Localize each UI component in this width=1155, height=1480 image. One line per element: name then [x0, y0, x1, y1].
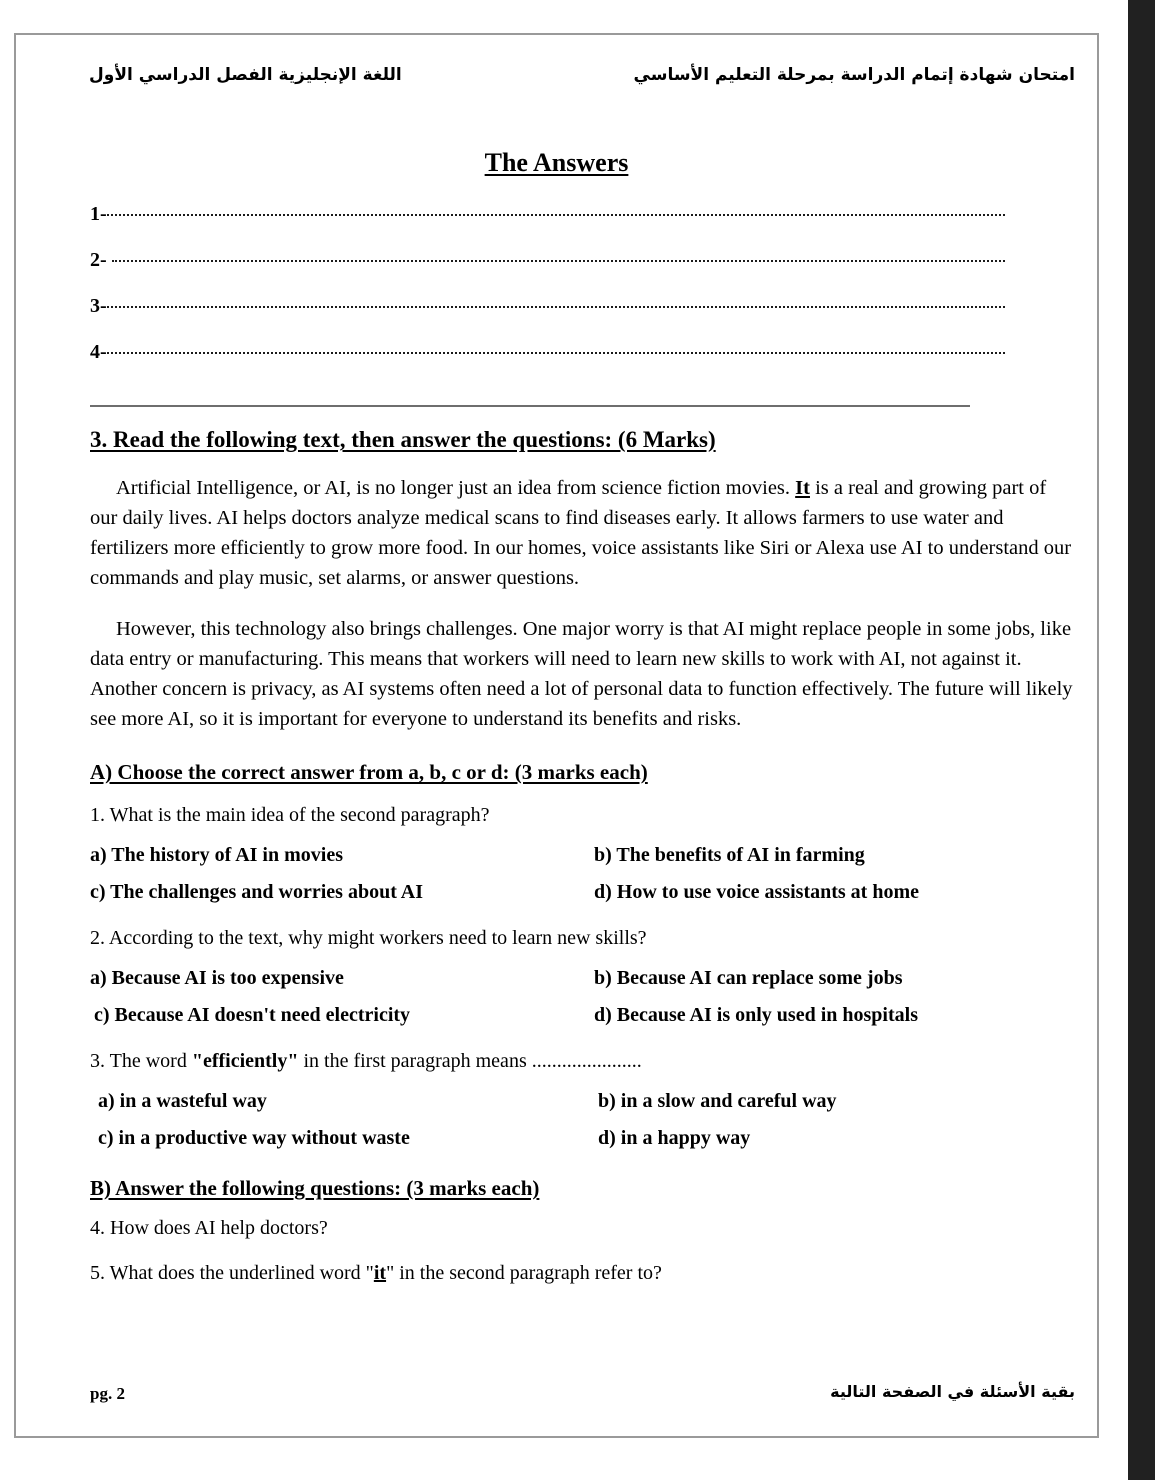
reading-paragraph-2: However, this technology also brings challenges. One major worry is that AI might replace people in some jobs, like data entry or manufacturing. This means that workers will need to learn new skills to work with AI, not against it. Another concern is privacy, as AI systems often need a lot of personal data to function effectively. The future will likely see more AI, so it is important for everyone to understand its benefits and risks. [90, 617, 1073, 730]
question-2-option-b[interactable]: b) Because AI can replace some jobs [594, 967, 903, 989]
question-5-underlined-word: it [373, 1262, 387, 1284]
question-3-option-d[interactable]: d) in a happy way [598, 1127, 751, 1149]
question-2-options-row-1 [90, 967, 1078, 990]
answer-line-dotted-fill[interactable] [107, 305, 1005, 308]
paragraph-1-text-before: Artificial Intelligence, or AI, is no longer just an idea from science fiction movies. [116, 477, 796, 499]
page-footer [16, 1384, 1097, 1412]
question-3-option-c[interactable]: c) in a productive way without waste [98, 1127, 410, 1149]
exam-page-sheet [14, 33, 1099, 1438]
question-3-emphasized-word: "efficiently" [191, 1050, 299, 1072]
viewport-right-strip [1128, 0, 1155, 1480]
question-5-stem-before: 5. What does the underlined word " [90, 1262, 374, 1284]
question-2-options-row-2 [90, 1004, 1078, 1027]
paragraph-1-underlined-word: It [795, 477, 810, 499]
question-5-stem-after: " in the second paragraph refer to? [386, 1262, 662, 1284]
page-title: The Answers [484, 148, 629, 177]
page-header [16, 60, 1097, 100]
section-3-heading: 3. Read the following text, then answer the questions: (6 Marks) [90, 427, 716, 452]
answer-line-row [90, 249, 1005, 295]
question-3-options-row-2 [90, 1127, 1078, 1150]
part-b-heading: B) Answer the following questions: (3 marks each) [90, 1176, 540, 1200]
question-1-option-b[interactable]: b) The benefits of AI in farming [594, 844, 865, 866]
question-2-option-d[interactable]: d) Because AI is only used in hospitals [594, 1004, 918, 1026]
answer-line-number: 2- [90, 249, 112, 271]
answer-line-number: 4- [90, 341, 107, 363]
header-exam-title-arabic: امتحان شهادة إتمام الدراسة بمرحلة التعليم الأساسي [633, 65, 1075, 85]
section-divider [90, 405, 970, 407]
question-2-option-c[interactable]: c) Because AI doesn't need electricity [94, 1004, 411, 1026]
question-5-stem [90, 1262, 1078, 1285]
answer-line-dotted-fill[interactable] [107, 213, 1005, 216]
question-3-stem [90, 1047, 1078, 1075]
question-3-stem-after: in the first paragraph means ...................... [298, 1050, 642, 1072]
answer-line-row [90, 295, 1005, 341]
question-1-option-d[interactable]: d) How to use voice assistants at home [594, 881, 919, 903]
answer-line-number: 1- [90, 203, 107, 225]
question-1-options-row-1 [90, 844, 1078, 867]
paragraph-1-text-after: is a real and growing part of our daily lives. AI helps doctors analyze medical scans to find diseases early. It allows farmers to use water and fertilizers more efficiently to grow more food. In our homes, voice assistants like Siri or Alexa use AI to understand our commands and play music, set alarms, or answer questions. [90, 477, 1072, 590]
answer-line-dotted-fill[interactable] [112, 259, 1005, 262]
question-1-options-row-2 [90, 881, 1078, 904]
question-3-stem-before: 3. The word [90, 1050, 192, 1072]
question-4-stem: 4. How does AI help doctors? [90, 1217, 328, 1239]
answer-line-row [90, 203, 1005, 249]
footer-note-arabic: بقية الأسئلة في الصفحة التالية [830, 1382, 1075, 1401]
exam-content [90, 427, 1078, 1307]
question-3-option-a[interactable]: a) in a wasteful way [98, 1090, 267, 1112]
question-1-option-c[interactable]: c) The challenges and worries about AI [90, 881, 423, 903]
question-2-stem: 2. According to the text, why might workers need to learn new skills? [90, 927, 647, 949]
question-3-option-b[interactable]: b) in a slow and careful way [598, 1090, 837, 1112]
page-number-label: pg. 2 [90, 1384, 125, 1403]
header-subject-arabic: اللغة الإنجليزية الفصل الدراسي الأول [89, 65, 402, 85]
question-1-stem: 1. What is the main idea of the second paragraph? [90, 804, 490, 826]
answer-line-number: 3- [90, 295, 107, 317]
answer-line-row [90, 341, 1005, 387]
reading-paragraph-1 [90, 473, 1078, 594]
question-1-option-a[interactable]: a) The history of AI in movies [90, 844, 343, 866]
part-a-heading: A) Choose the correct answer from a, b, c or d: (3 marks each) [90, 760, 648, 784]
answer-lines-group [90, 203, 1005, 387]
answer-line-dotted-fill[interactable] [107, 351, 1005, 354]
question-3-options-row-1 [90, 1090, 1078, 1113]
question-2-option-a[interactable]: a) Because AI is too expensive [90, 967, 344, 989]
